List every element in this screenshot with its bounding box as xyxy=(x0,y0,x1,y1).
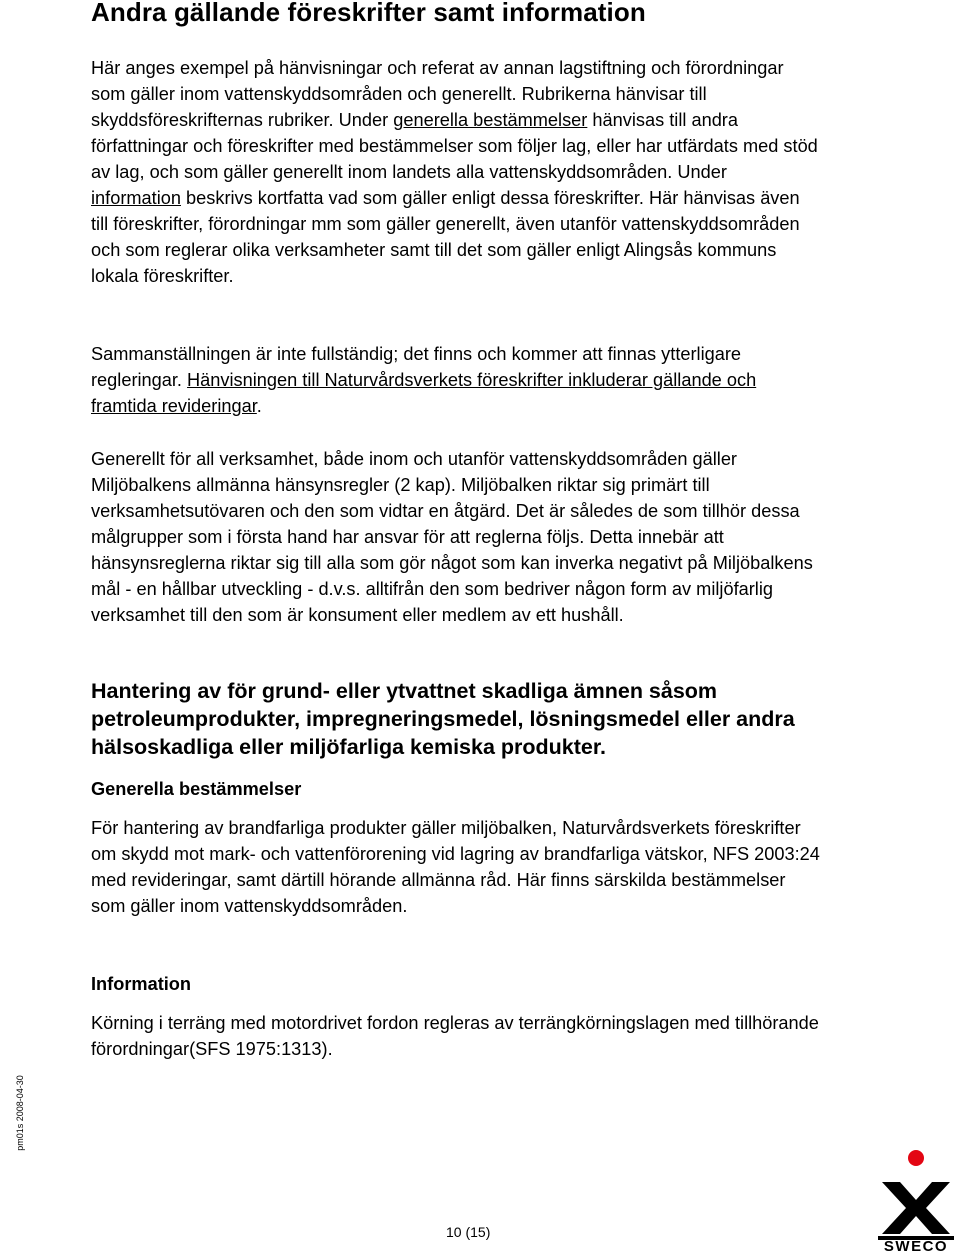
logo-text: SWECO xyxy=(883,1238,949,1255)
summary-paragraph xyxy=(91,341,821,419)
intro-text-2: hänvisas till andra författningar och föreskrifter med bestämmelser som följer lag, eller har utfärdats med stöd av lag, och som gäller generellt inom landets alla vattenskyddsområden. Under xyxy=(91,110,818,182)
section-heading: Hantering av för grund- eller ytvattnet skadliga ämnen såsom petroleumprodukter, impregneringsmedel, lösningsmedel eller andra hälsoskadliga eller miljöfarliga kemiska produkter. xyxy=(91,679,795,759)
page-title: Andra gällande föreskrifter samt information xyxy=(91,0,646,27)
side-document-code: pm01s 2008-04-30 xyxy=(15,1075,25,1151)
intro-underlined-general: generella bestämmelser xyxy=(393,110,588,130)
intro-paragraph xyxy=(91,55,821,289)
summary-text-1: Sammanställningen är inte fullständig; det finns och kommer att finnas ytterligare regleringar. xyxy=(91,344,742,390)
sweco-logo-icon xyxy=(876,1150,956,1240)
summary-underlined: Hänvisningen till Naturvårdsverkets föreskrifter inkluderar gällande och framtida revideringar xyxy=(91,370,757,416)
intro-underlined-information: information xyxy=(91,188,181,208)
general-paragraph: Generellt för all verksamhet, både inom och utanför vattenskyddsområden gäller Miljöbalkens allmänna hänsynsregler (2 kap). Miljöbalken riktar sig primärt till verksamhetsutövaren och den som vidtar en åtgärd. Det är således de som tillhör dessa målgrupper som i första hand har ansvar för att reglerna följs. Detta innebär att hänsynsreglerna riktar sig till alla som gör något som kan inverka negativt på Miljöbalkens mål - en hållbar utveckling - d.v.s. alltifrån den som bedriver någon form av miljöfarlig verksamhet till den som är konsument eller medlem av ett hushåll. xyxy=(91,449,813,625)
intro-text-3: beskrivs kortfatta vad som gäller enligt dessa föreskrifter. Här hänvisas även till föreskrifter, förordningar mm som gäller generellt, även utanför vattenskyddsområden och som reglerar olika verksamheter samt till det som gäller enligt Alingsås kommuns lokala föreskrifter. xyxy=(91,188,800,286)
summary-text-2: . xyxy=(256,396,262,416)
intro-text-1: Här anges exempel på hänvisningar och referat av annan lagstiftning och förordningar som gäller inom vattenskyddsområden och generellt. Rubrikerna hänvisar till skyddsföreskrifternas rubriker. Under xyxy=(91,58,784,130)
company-logo xyxy=(876,1150,956,1258)
subheading-information: Information xyxy=(91,974,192,994)
subheading-general-provisions: Generella bestämmelser xyxy=(91,779,302,799)
general-provisions-paragraph: För hantering av brandfarliga produkter gäller miljöbalken, Naturvårdsverkets föreskrifter om skydd mot mark- och vattenförorening vid lagring av brandfarliga vätskor, NFS 2003:24 med revideringar, samt därtill hörande allmänna råd. Här finns särskilda bestämmelser som gäller inom vattenskyddsområden. xyxy=(91,818,820,916)
page-number: 10 (15) xyxy=(446,1224,491,1240)
information-paragraph: Körning i terräng med motordrivet fordon regleras av terrängkörningslagen med tillhörande förordningar(SFS 1975:1313). xyxy=(91,1013,819,1059)
